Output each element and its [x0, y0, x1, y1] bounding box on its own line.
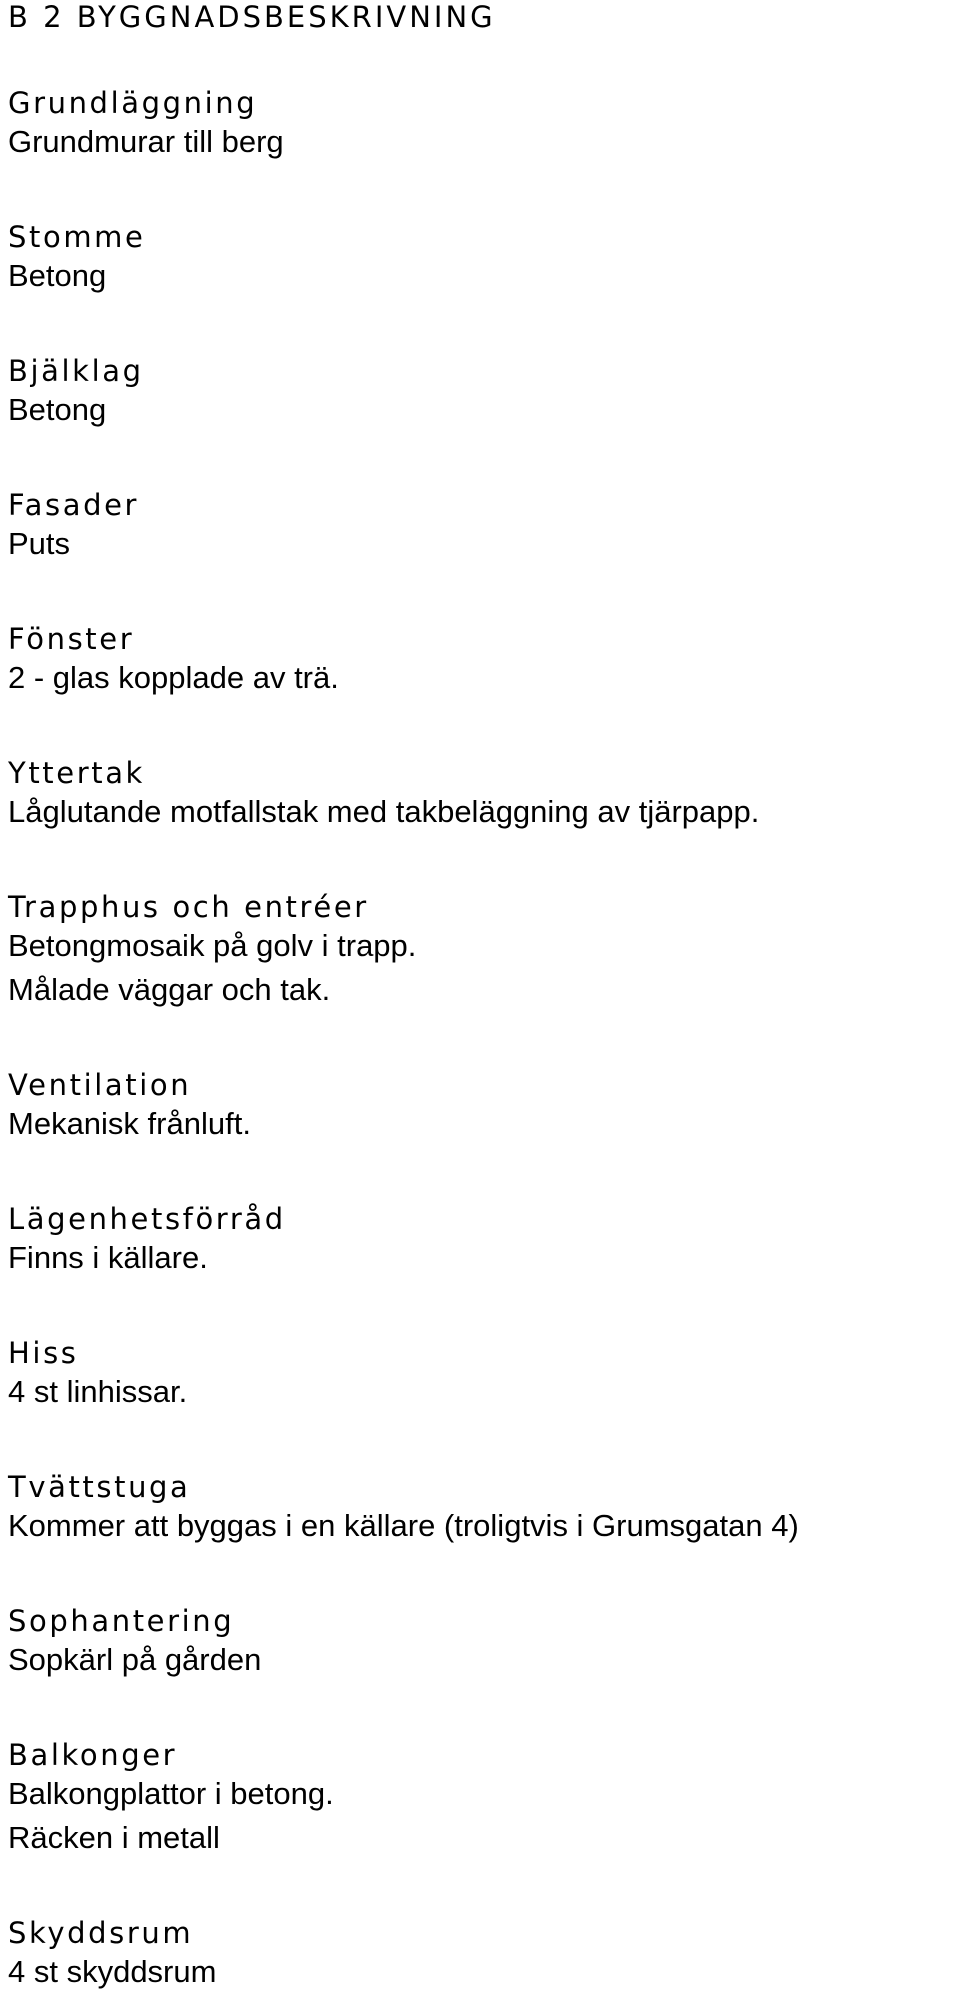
- section-heading: Bjälklag: [8, 354, 144, 388]
- section-line: Kommer att byggas i en källare (troligtvis i Grumsgatan 4): [8, 1508, 799, 1543]
- section-line: Räcken i metall: [8, 1820, 220, 1855]
- section-line: Betong: [8, 392, 107, 427]
- section-line: Grundmurar till berg: [8, 124, 284, 159]
- section-ventilation: [8, 1068, 952, 1146]
- section-heading: Balkonger: [8, 1738, 178, 1772]
- section-body: [8, 790, 952, 834]
- section-fasader: [8, 488, 952, 566]
- section-body: [8, 388, 952, 432]
- section-tvattstuga: [8, 1470, 952, 1548]
- section-line: 4 st linhissar.: [8, 1374, 188, 1409]
- section-line: Finns i källare.: [8, 1240, 208, 1275]
- section-line: Betong: [8, 258, 107, 293]
- section-line: 4 st skyddsrum: [8, 1954, 217, 1989]
- section-body: [8, 656, 952, 700]
- section-stomme: [8, 220, 952, 298]
- section-line: Målade väggar och tak.: [8, 972, 331, 1007]
- section-heading: Hiss: [8, 1336, 79, 1370]
- section-body: [8, 1638, 952, 1682]
- section-heading: Yttertak: [8, 756, 145, 790]
- section-body: [8, 1950, 952, 1994]
- section-heading: Lägenhetsförråd: [8, 1202, 286, 1236]
- section-heading: Trapphus och entréer: [8, 890, 369, 924]
- section-body: [8, 254, 952, 298]
- section-line: Låglutande motfallstak med takbeläggning av tjärpapp.: [8, 794, 760, 829]
- section-sophantering: [8, 1604, 952, 1682]
- section-lagenhetsforrad: [8, 1202, 952, 1280]
- section-body: [8, 1370, 952, 1414]
- section-heading: Skyddsrum: [8, 1916, 194, 1950]
- section-body: [8, 924, 952, 1012]
- section-grundlaggning: [8, 86, 952, 164]
- section-trapphus-och-entreer: [8, 890, 952, 1012]
- section-balkonger: [8, 1738, 952, 1860]
- section-yttertak: [8, 756, 952, 834]
- section-line: Betongmosaik på golv i trapp.: [8, 928, 417, 963]
- section-bjalklag: [8, 354, 952, 432]
- document-title: B 2 BYGGNADSBESKRIVNING: [8, 0, 496, 34]
- section-body: [8, 1102, 952, 1146]
- section-line: Sopkärl på gården: [8, 1642, 262, 1677]
- section-fonster: [8, 622, 952, 700]
- section-line: 2 - glas kopplade av trä.: [8, 660, 339, 695]
- section-heading: Grundläggning: [8, 86, 258, 120]
- section-line: Mekanisk frånluft.: [8, 1106, 251, 1141]
- section-hiss: [8, 1336, 952, 1414]
- section-line: Balkongplattor i betong.: [8, 1776, 334, 1811]
- section-body: [8, 1504, 952, 1548]
- section-body: [8, 120, 952, 164]
- section-heading: Fasader: [8, 488, 140, 522]
- section-body: [8, 1772, 952, 1860]
- section-body: [8, 522, 952, 566]
- section-body: [8, 1236, 952, 1280]
- section-heading: Stomme: [8, 220, 146, 254]
- section-heading: Sophantering: [8, 1604, 235, 1638]
- section-heading: Fönster: [8, 622, 135, 656]
- section-heading: Ventilation: [8, 1068, 192, 1102]
- section-heading: Tvättstuga: [8, 1470, 191, 1504]
- section-skyddsrum: [8, 1916, 952, 1994]
- section-line: Puts: [8, 526, 71, 561]
